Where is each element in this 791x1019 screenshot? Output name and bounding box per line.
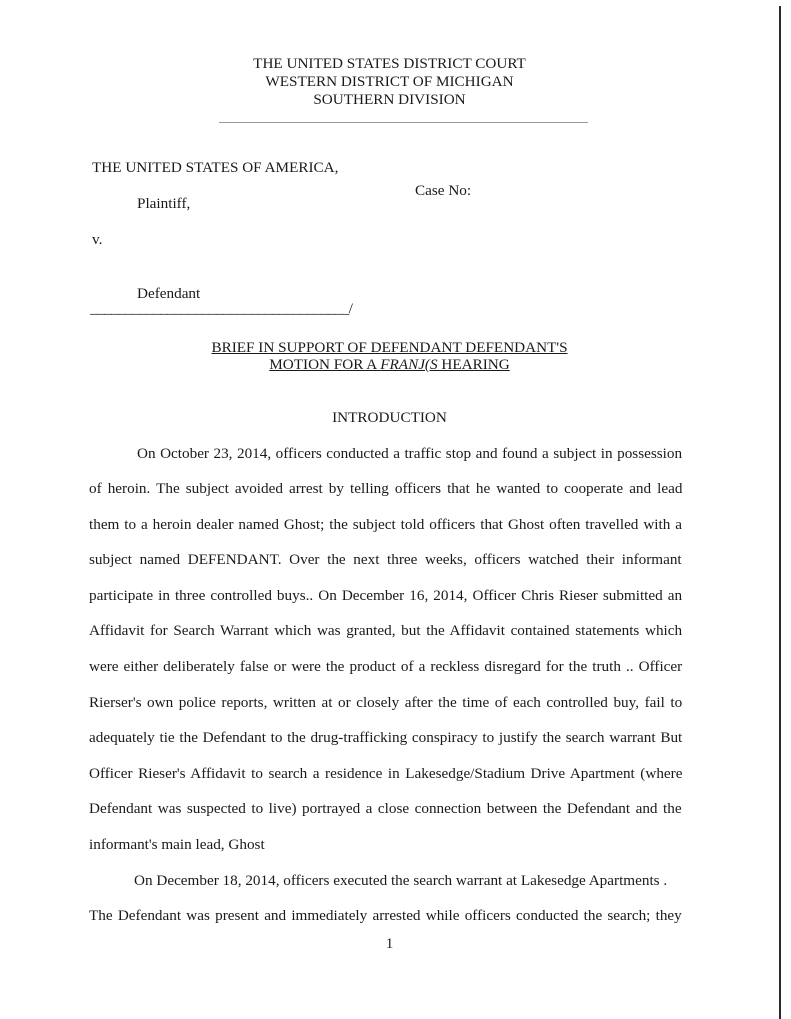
caption-signature-line: _____________________________________/ (90, 300, 353, 317)
brief-title-prefix: MOTION FOR A (269, 356, 381, 373)
body-line: Defendant was suspected to live) portrayed a close connection between the Defendant and the (89, 800, 682, 817)
defendant-label: Defendant (137, 285, 201, 302)
body-line: On December 18, 2014, officers executed the search warrant at Lakesedge Apartments . (134, 872, 668, 889)
plaintiff-party: THE UNITED STATES OF AMERICA, (92, 159, 339, 176)
plaintiff-label: Plaintiff, (137, 195, 191, 212)
section-heading: INTRODUCTION (332, 409, 447, 426)
body-line: Officer Rieser's Affidavit to search a residence in Lakesedge/Stadium Drive Apartment (where (89, 765, 683, 782)
body-line: subject named DEFENDANT. Over the next three weeks, officers watched their informant (89, 551, 682, 568)
body-line: them to a heroin dealer named Ghost; the subject told officers that Ghost often travelled with a (89, 516, 682, 533)
body-line: The Defendant was present and immediately arrested while officers conducted the search; they (89, 907, 682, 924)
body-line: informant's main lead, Ghost (89, 836, 265, 853)
body-line: participate in three controlled buys.. On December 16, 2014, Officer Chris Rieser submitted an (89, 587, 683, 604)
header-divider (219, 122, 588, 123)
versus: v. (92, 231, 103, 248)
page-edge (779, 6, 781, 1019)
brief-title-line2 (0, 356, 779, 374)
brief-title-line1: BRIEF IN SUPPORT OF DEFENDANT DEFENDANT'S (211, 339, 568, 356)
court-district: WESTERN DISTRICT OF MICHIGAN (265, 73, 514, 90)
page-number: 1 (385, 935, 394, 952)
court-division: SOUTHERN DIVISION (313, 91, 466, 108)
body-line: of heroin. The subject avoided arrest by telling officers that he wanted to cooperate and lead (89, 480, 683, 497)
body-line: On October 23, 2014, officers conducted a traffic stop and found a subject in possession (137, 445, 683, 462)
court-name: THE UNITED STATES DISTRICT COURT (253, 55, 526, 72)
body-line: Rierser's own police reports, written at or closely after the time of each controlled buy, fail to (89, 694, 683, 711)
body-line: were either deliberately false or were the product of a reckless disregard for the truth .. Officer (89, 658, 683, 675)
brief-title-suffix: HEARING (437, 356, 510, 373)
case-no-label: Case No: (415, 182, 472, 199)
body-line: Affidavit for Search Warrant which was granted, but the Affidavit contained statements which (89, 622, 683, 639)
brief-title-italic: FRANJ(S (380, 356, 438, 373)
body-line: adequately tie the Defendant to the drug-trafficking conspiracy to justify the search warrant But (89, 729, 683, 746)
